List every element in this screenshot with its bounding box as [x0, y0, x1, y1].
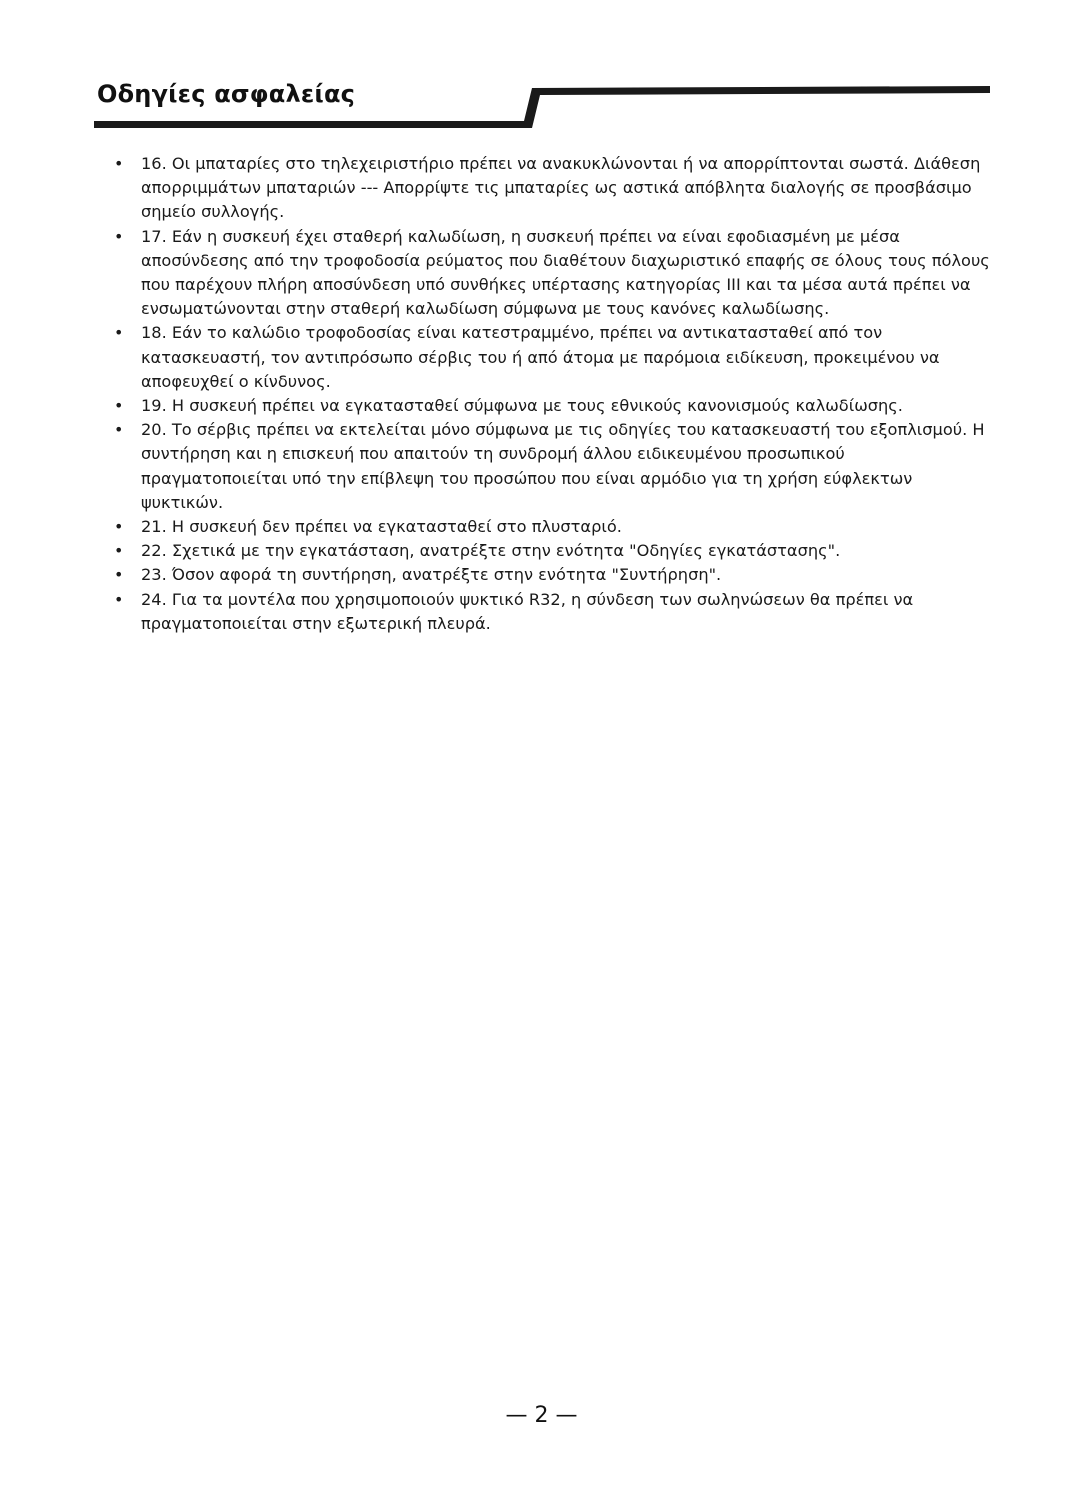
- bullet-icon: •: [114, 323, 124, 343]
- bullet-icon: •: [114, 541, 124, 561]
- bullet-icon: •: [114, 226, 124, 246]
- list-item-text: 19. Η συσκευή πρέπει να εγκατασταθεί σύμφωνα με τους εθνικούς κανονισμούς καλωδίωσης.: [141, 396, 903, 416]
- safety-instructions-list: [112, 152, 992, 636]
- page-number: — 2 —: [505, 1403, 578, 1428]
- list-item: [112, 539, 992, 563]
- list-item: [112, 321, 992, 394]
- list-item: [112, 588, 992, 636]
- list-item: [112, 515, 992, 539]
- list-item-text: 17. Εάν η συσκευή έχει σταθερή καλωδίωση, η συσκευή πρέπει να είναι εφοδιασμένη με μέσα αποσύνδεσης από την τροφοδοσία ρεύματος που διαθέτουν διαχωριστικό επαφής σε όλους τους πόλους που παρέχουν πλήρη αποσύνδεση υπό συνθήκες υπέρτασης κατηγορίας III και τα μέσα αυτά πρέπει να ενσωματώνονται στην σταθερή καλωδίωση σύμφωνα με τους κανόνες καλωδίωσης.: [141, 226, 990, 319]
- list-item-text: 21. Η συσκευή δεν πρέπει να εγκατασταθεί στο πλυσταριό.: [141, 517, 622, 537]
- list-item-text: 16. Οι μπαταρίες στο τηλεχειριστήριο πρέπει να ανακυκλώνονται ή να απορρίπτονται σωστά. Διάθεση απορριμμάτων μπαταριών --- Απορρίψτε τις μπαταρίες ως αστικά απόβλητα διαλογής σε προσβάσιμο σημείο συλλογής.: [141, 154, 981, 222]
- header-rule: [0, 0, 1083, 140]
- bullet-icon: •: [114, 154, 124, 173]
- list-item: [112, 225, 992, 322]
- bullet-icon: •: [114, 517, 124, 537]
- bullet-icon: •: [114, 396, 124, 416]
- bullet-icon: •: [114, 420, 124, 440]
- list-item: [112, 394, 992, 418]
- list-item-text: 23. Όσον αφορά τη συντήρηση, ανατρέξτε στην ενότητα "Συντήρηση".: [141, 565, 722, 585]
- bullet-icon: •: [114, 565, 124, 585]
- list-item-text: 18. Εάν το καλώδιο τροφοδοσίας είναι κατεστραμμένο, πρέπει να αντικατασταθεί από τον κατασκευαστή, τον αντιπρόσωπο σέρβις του ή από άτομα με παρόμοια ειδίκευση, προκειμένου να αποφευχθεί ο κίνδυνος.: [141, 323, 940, 391]
- list-item: [112, 418, 992, 515]
- bullet-icon: •: [114, 589, 124, 609]
- list-item: [112, 152, 992, 225]
- list-item-text: 22. Σχετικά με την εγκατάσταση, ανατρέξτε στην ενότητα "Οδηγίες εγκατάστασης".: [141, 541, 841, 561]
- list-item-text: 20. Το σέρβις πρέπει να εκτελείται μόνο σύμφωνα με τις οδηγίες του κατασκευαστή του εξοπλισμού. Η συντήρηση και η επισκευή που απαιτούν τη συνδρομή άλλου ειδικευμένου προσωπικού πραγματοποιείται υπό την επίβλεψη του προσώπου που είναι αρμόδιο για τη χρήση εύφλεκτων ψυκτικών.: [141, 420, 985, 512]
- page-title: Οδηγίες ασφαλείας: [97, 80, 356, 108]
- list-item: [112, 563, 992, 587]
- list-item-text: 24. Για τα μοντέλα που χρησιμοποιούν ψυκτικό R32, η σύνδεση των σωληνώσεων θα πρέπει να πραγματοποιείται στην εξωτερική πλευρά.: [141, 589, 914, 633]
